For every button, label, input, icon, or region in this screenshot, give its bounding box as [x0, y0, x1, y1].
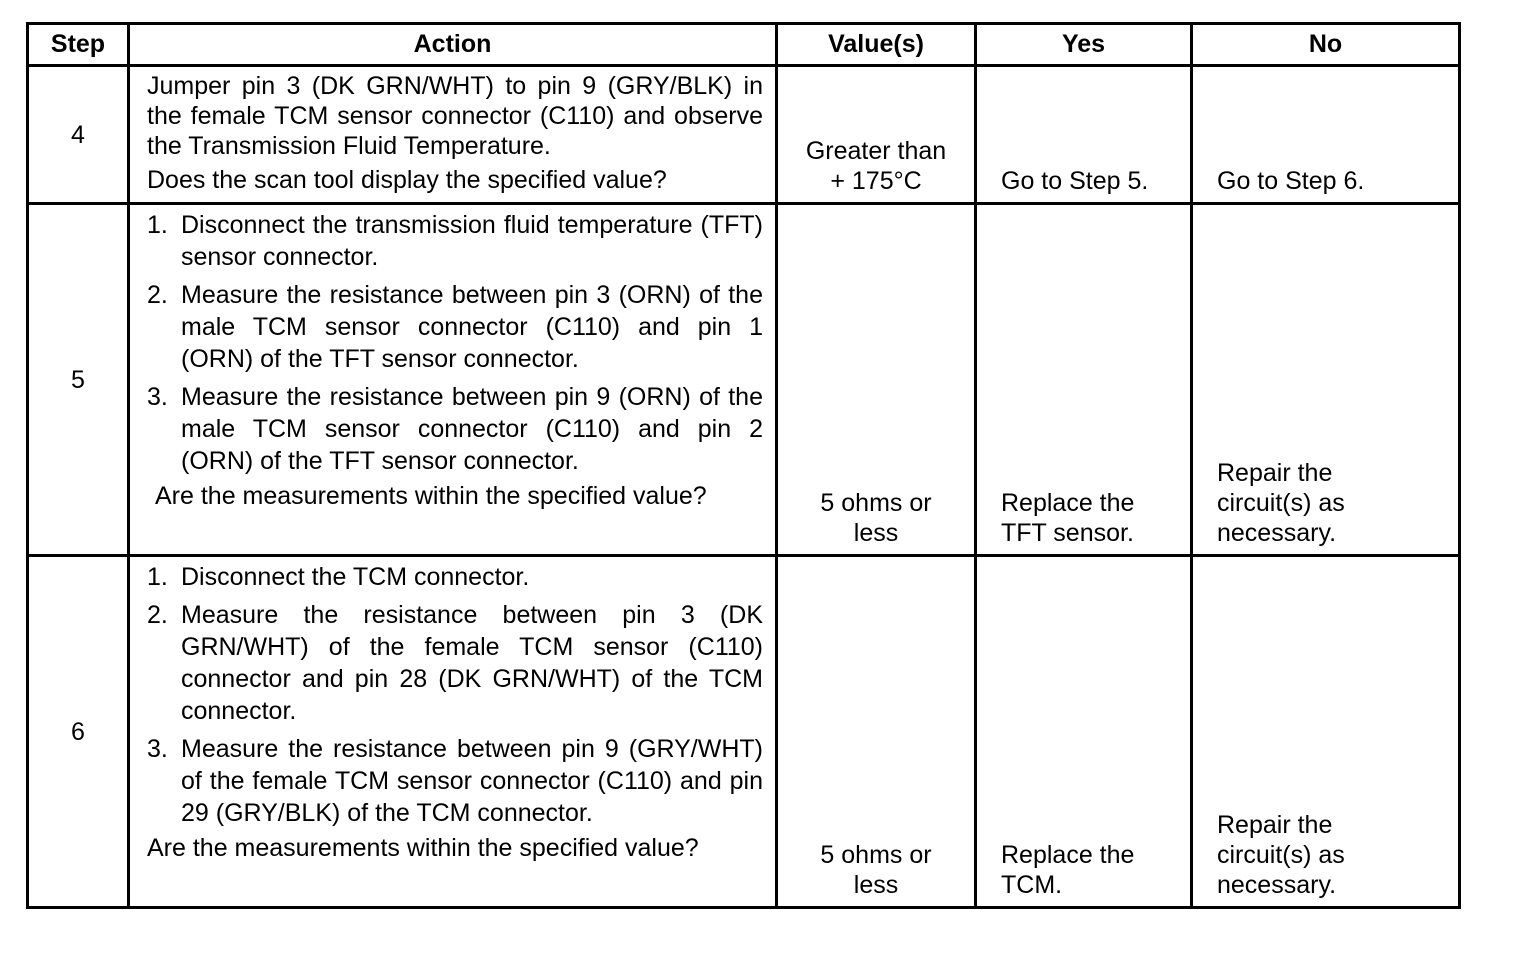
action-item — [147, 209, 763, 273]
header-yes: Yes — [976, 24, 1192, 66]
value-cell: 5 ohms or less — [777, 556, 976, 908]
header-values: Value(s) — [777, 24, 976, 66]
table-row-step-5 — [28, 204, 1460, 556]
action-cell — [129, 66, 777, 204]
action-question: Are the measurements within the specified value? — [155, 482, 707, 510]
header-action: Action — [129, 24, 777, 66]
no-cell: Repair the circuit(s) as necessary. — [1192, 204, 1460, 556]
action-question: Are the measurements within the specified value? — [147, 834, 699, 862]
yes-cell: Replace the TFT sensor. — [976, 204, 1192, 556]
yes-cell: Replace the TCM. — [976, 556, 1192, 908]
step-number: 6 — [28, 556, 129, 908]
table-row-step-6 — [28, 556, 1460, 908]
action-item — [147, 279, 763, 375]
item-text: Measure the resistance between pin 3 (ORN) of the male TCM sensor connector (C110) and pin 1 (ORN) of the TFT sensor connector. — [181, 281, 763, 373]
header-step: Step — [28, 24, 129, 66]
step-number: 5 — [28, 204, 129, 556]
no-cell: Go to Step 6. — [1192, 66, 1460, 204]
item-number: 2. — [147, 281, 168, 309]
header-no: No — [1192, 24, 1460, 66]
header-row — [28, 24, 1460, 66]
item-number: 3. — [147, 735, 168, 763]
item-number: 1. — [147, 211, 168, 239]
item-text: Disconnect the TCM connector. — [181, 563, 530, 591]
action-item — [147, 733, 763, 829]
item-text: Measure the resistance between pin 3 (DK GRN/WHT) of the female TCM sensor (C110) connector and pin 28 (DK GRN/WHT) of the TCM connector. — [181, 601, 763, 725]
action-item — [147, 599, 763, 727]
action-text: Jumper pin 3 (DK GRN/WHT) to pin 9 (GRY/BLK) in the female TCM sensor connector (C110) and observe the Transmission Fluid Temperature. — [147, 72, 763, 160]
item-number: 3. — [147, 383, 168, 411]
no-cell: Repair the circuit(s) as necessary. — [1192, 556, 1460, 908]
item-number: 2. — [147, 601, 168, 629]
diagnostic-table — [26, 22, 1461, 909]
step-number: 4 — [28, 66, 129, 204]
item-text: Measure the resistance between pin 9 (ORN) of the male TCM sensor connector (C110) and pin 2 (ORN) of the TFT sensor connector. — [181, 383, 763, 475]
item-number: 1. — [147, 563, 168, 591]
action-item — [147, 381, 763, 477]
action-cell — [129, 204, 777, 556]
value-cell: Greater than + 175°C — [777, 66, 976, 204]
value-cell: 5 ohms or less — [777, 204, 976, 556]
yes-cell: Go to Step 5. — [976, 66, 1192, 204]
table-row-step-4 — [28, 66, 1460, 204]
item-text: Measure the resistance between pin 9 (GRY/WHT) of the female TCM sensor connector (C110) and pin 29 (GRY/BLK) of the TCM connector. — [181, 735, 763, 827]
action-question: Does the scan tool display the specified value? — [147, 166, 667, 194]
item-text: Disconnect the transmission fluid temperature (TFT) sensor connector. — [181, 211, 763, 271]
action-cell — [129, 556, 777, 908]
action-item — [147, 561, 763, 593]
